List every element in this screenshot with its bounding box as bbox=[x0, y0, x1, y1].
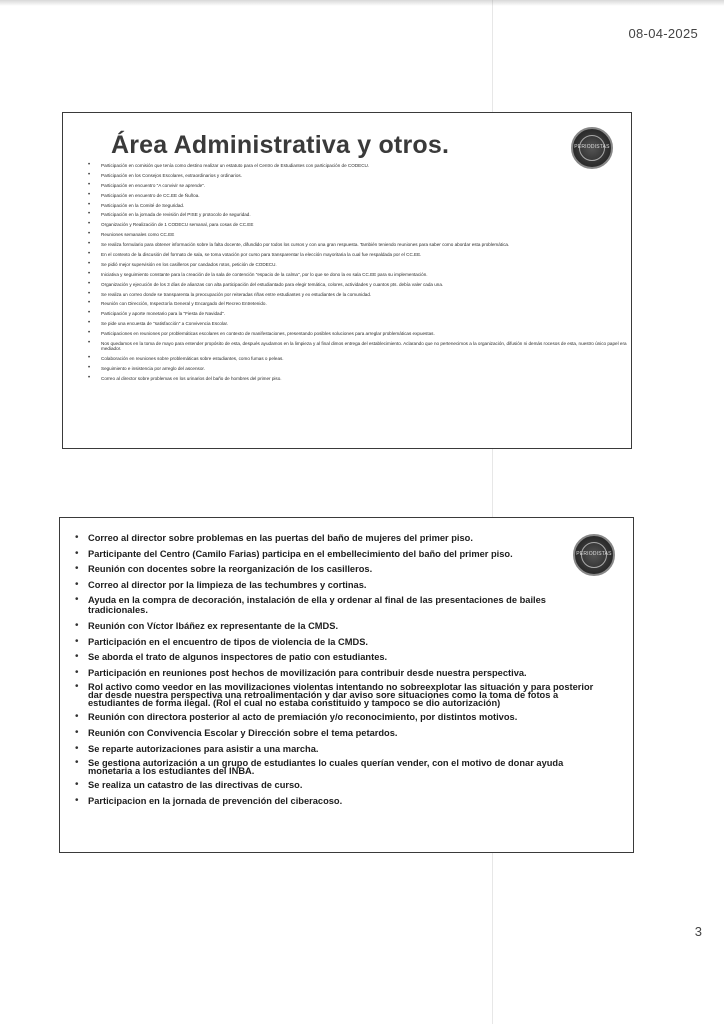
list-item: • Se pide una encuesta de "satisfacción" a Convivencia Escolar. bbox=[87, 321, 627, 326]
list-item: • Correo al director por la limpieza de las techumbres y cortinas. bbox=[74, 580, 594, 590]
scan-shadow bbox=[0, 0, 724, 6]
list-item: • Nos quedamos en la toma de mayo para entender propósito de esta, después ayudamos en la limpieza y al final dimos entrega del establecimiento. Aclarando que no pertenecimos a la organización, difusión ni demás rocesos de esta, nuestro único papel era mediador. bbox=[87, 341, 627, 351]
list-item: • Se gestiona autorización a un grupo de estudiantes lo cuales querían vender, con el motivo de donar ayuda monetaria a los estudiantes del INBA. bbox=[74, 759, 594, 775]
list-item: • En el contexto de la discusión del formato de sala, se toma votación por curso para transparentar la elección mayoritaria la cual fue respaldada por el CC.EE. bbox=[87, 252, 627, 257]
slide-continuacion bbox=[59, 517, 634, 853]
list-item: • Participacion en la jornada de prevención del ciberacoso. bbox=[74, 796, 594, 806]
list-item: • Organización y Realización de 1 CODECU semanal, para cosas de CC.EE bbox=[87, 222, 627, 227]
list-item: • Reunión con Víctor Ibáñez ex representante de la CMDS. bbox=[74, 621, 594, 631]
list-item: • Se realiza formulario para obtener información sobre la falta docente, difundido por todos los cursos y con una gran respuesta. También teniendo reuniones para saber como abordar esta problemática. bbox=[87, 242, 627, 247]
activity-list bbox=[74, 533, 594, 811]
list-item: • Colaboración en reuniones sobre problemáticas sobre estudiantes, como fumas o peleas. bbox=[87, 356, 627, 361]
list-item: • Iniciativa y seguimiento constante para la creación de la sala de contención "espacio de la calma", por lo que se dono la ex sala CC.EE para su implementación. bbox=[87, 272, 627, 277]
list-item: • Se aborda el trato de algunos inspectores de patio con estudiantes. bbox=[74, 652, 594, 662]
list-item: • Se reparte autorizaciones para asistir a una marcha. bbox=[74, 744, 594, 754]
activity-list bbox=[87, 163, 627, 386]
list-item: • Seguimiento e insistencia por arreglo del ascensor. bbox=[87, 366, 627, 371]
list-item: • Se realiza un correo donde se transparenta la preocupación por reiteradas riñas entre estudiantes y ex estudiantes de la comunidad. bbox=[87, 292, 627, 297]
seal-logo-icon: PERIODISTAS bbox=[573, 534, 615, 576]
list-item: • Participación en encuentro de CC.EE de Ñuñoa. bbox=[87, 193, 627, 198]
list-item: • Reunión con directora posterior al acto de premiación y/o reconocimiento, por distintos motivos. bbox=[74, 712, 594, 722]
page-number: 3 bbox=[694, 924, 702, 939]
list-item: • Correo al director sobre problemas en las puertas del baño de mujeres del primer piso. bbox=[74, 533, 594, 543]
list-item: • Organización y ejecución de los 3 días de alianzas con alta participación del estudiantado para elegir temática, colores, actividades y cuantos pts. debía valer cada una. bbox=[87, 282, 627, 287]
page-date: 08-04-2025 bbox=[628, 26, 698, 41]
list-item: • Participación en los Consejos Escolares, extraordinarios y ordinarios. bbox=[87, 173, 627, 178]
list-item: • Participaciones en reuniones por problemáticas escolares en contexto de manifestaciones, presentando posibles soluciones para arreglar problemáticas expuestas. bbox=[87, 331, 627, 336]
list-item: • Reunión con Dirección, Inspectoría General y Encargado del Recreo Entretenido. bbox=[87, 301, 627, 306]
list-item: • Se pidió mejor supervisión en los casilleros por candados rotos, petición de CODECU. bbox=[87, 262, 627, 267]
list-item: • Participación en reuniones post hechos de movilización para contribuir desde nuestra perspectiva. bbox=[74, 668, 594, 678]
list-item: • Se realiza un catastro de las directivas de curso. bbox=[74, 780, 594, 790]
list-item: • Reunión con Convivencia Escolar y Dirección sobre el tema petardos. bbox=[74, 728, 594, 738]
seal-logo-icon: PERIODISTAS bbox=[571, 127, 613, 169]
list-item: • Reunión con docentes sobre la reorganización de los casilleros. bbox=[74, 564, 594, 574]
list-item: • Rol activo como veedor en las movilizaciones violentas intentando no sobreexplotar las situación y para posterior dar desde nuestra perspectiva una retroalimentación y dar aviso sore situaciones como la toma de fotos a estudiantes de forma ilegal. (Rol el cual no estaba constituido y tampoco se dio autorización) bbox=[74, 683, 594, 707]
list-item: • Participante del Centro (Camilo Farias) participa en el embellecimiento del baño del primer piso. bbox=[74, 549, 594, 559]
list-item: • Reuniones semanales como CC.EE bbox=[87, 232, 627, 237]
list-item: • Participación en comisión que tenía como destino realizar un estatuto para el Centro de Estudiantes con participación de CODECU. bbox=[87, 163, 627, 168]
list-item: • Correo al director sobre problemas en los urinarios del baño de hombres del primer piso. bbox=[87, 376, 627, 381]
list-item: • Participación en encuentro "A convivir se aprende". bbox=[87, 183, 627, 188]
list-item: • Participación y aporte monetario para la "Fiesta de Navidad". bbox=[87, 311, 627, 316]
list-item: • Ayuda en la compra de decoración, instalación de ella y ordenar al final de las presentaciones de bailes tradicionales. bbox=[74, 595, 594, 615]
list-item: • Participación en la jornada de revisión del PISE y protocolo de seguridad. bbox=[87, 212, 627, 217]
slide-title: Área Administrativa y otros. bbox=[111, 131, 450, 159]
list-item: • Participación en el encuentro de tipos de violencia de la CMDS. bbox=[74, 637, 594, 647]
list-item: • Participación en la Comité de Seguridad. bbox=[87, 203, 627, 208]
slide-administrativa bbox=[62, 112, 632, 449]
